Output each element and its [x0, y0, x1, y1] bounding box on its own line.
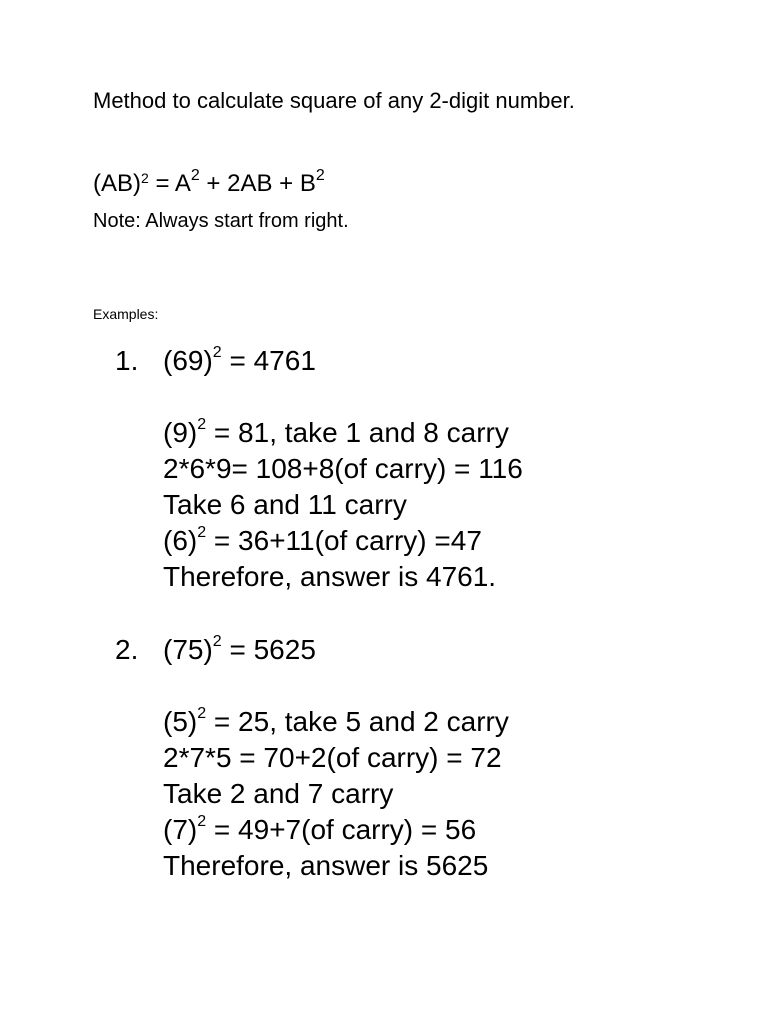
- formula-a-exponent: 2: [190, 167, 200, 184]
- examples-label: Examples:: [93, 306, 159, 322]
- example-number: 2.: [115, 634, 139, 665]
- header-result: = 4761: [221, 345, 316, 376]
- step-text: = 36+11(of carry) =47: [206, 525, 482, 556]
- formula-middle: + 2AB + B: [199, 170, 316, 197]
- step-exponent: 2: [197, 813, 207, 830]
- formula-lhs-exponent: 2: [141, 170, 149, 186]
- example-step: Take 2 and 7 carry: [163, 778, 394, 809]
- step-exponent: 2: [197, 524, 207, 541]
- example-header: [163, 634, 316, 666]
- formula-b-exponent: 2: [315, 167, 325, 184]
- square-formula: [93, 167, 325, 198]
- example-number: 1.: [115, 345, 139, 376]
- header-result: = 5625: [221, 634, 316, 665]
- step-text: = 81, take 1 and 8 carry: [206, 417, 509, 448]
- step-base: (6): [163, 525, 198, 556]
- header-exponent: 2: [212, 344, 222, 361]
- header-base: (75): [163, 634, 213, 665]
- example-step: 2*6*9= 108+8(of carry) = 116: [163, 453, 523, 484]
- example-step: [163, 814, 476, 846]
- example-step: [163, 706, 509, 738]
- example-step: [163, 525, 482, 557]
- page-title: Method to calculate square of any 2-digit number.: [93, 88, 575, 113]
- example-conclusion: Therefore, answer is 4761.: [163, 561, 497, 592]
- header-base: (69): [163, 345, 213, 376]
- formula-eq-a: = A: [148, 170, 191, 197]
- example-step: [163, 417, 509, 449]
- step-exponent: 2: [197, 416, 207, 433]
- step-base: (5): [163, 706, 198, 737]
- example-step: 2*7*5 = 70+2(of carry) = 72: [163, 742, 502, 773]
- step-exponent: 2: [197, 705, 207, 722]
- step-text: = 49+7(of carry) = 56: [206, 814, 477, 845]
- example-conclusion: Therefore, answer is 5625: [163, 850, 489, 881]
- formula-lhs: (AB): [93, 170, 141, 197]
- step-base: (7): [163, 814, 198, 845]
- example-header: [163, 345, 316, 377]
- step-base: (9): [163, 417, 198, 448]
- header-exponent: 2: [212, 633, 222, 650]
- note-text: Note: Always start from right.: [93, 210, 349, 232]
- step-text: = 25, take 5 and 2 carry: [206, 706, 509, 737]
- example-step: Take 6 and 11 carry: [163, 489, 407, 520]
